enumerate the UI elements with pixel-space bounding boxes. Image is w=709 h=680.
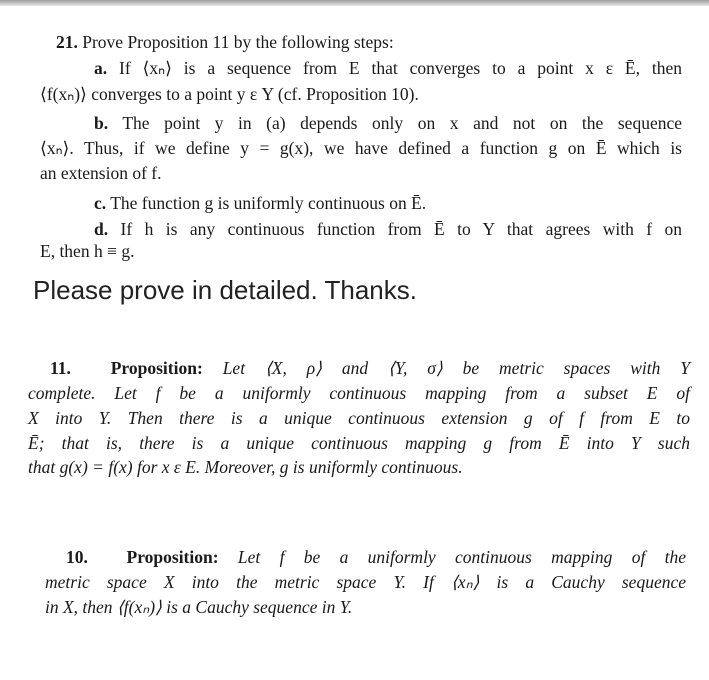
part-b-line-3: an extension of f. [40,163,162,183]
part-b-line-2: ⟨xₙ⟩. Thus, if we define y = g(x), we have defined a function g on Ē which is [40,138,682,158]
prop11-line-1 [50,357,690,379]
part-d-line-2: E, then h ≡ g. [40,241,135,261]
exercise-number: 21. [56,32,78,52]
prop11-number: 11. [50,358,71,378]
prop11-line-5: that g(x) = f(x) for x ε E. Moreover, g is uniformly continuous. [28,457,463,477]
prop11-text: Let ⟨X, ρ⟩ and ⟨Y, σ⟩ be metric spaces with Y [222,358,691,378]
part-b-text: The point y in (a) depends only on x and not on the sequence [122,113,682,133]
prop11-line-4: Ē; that is, there is a unique continuous mapping g from Ē into Y such [28,433,690,453]
part-d-label: d. [94,219,109,239]
part-b-line-1 [94,112,682,134]
prop11-heading: Proposition: [110,358,203,378]
prop10-number: 10. [66,547,88,567]
prop10-heading: Proposition: [126,547,219,567]
exercise-title-text: Prove Proposition 11 by the following steps: [82,32,394,52]
part-b-label: b. [94,113,109,133]
prop11-line-3: X into Y. Then there is a unique continuous extension g of f from E to [28,408,690,428]
part-d-text: If h is any continuous function from Ē to Y that agrees with f on [120,219,683,239]
part-a-text: If ⟨xₙ⟩ is a sequence from E that converges to a point x ε Ē, then [119,58,683,78]
part-d-line-1 [94,218,682,240]
part-c-line-1 [94,192,426,214]
part-a-line-1 [94,57,682,79]
part-a-line-2: ⟨f(xₙ)⟩ converges to a point y ε Y (cf. Proposition 10). [40,84,419,104]
prop10-line-1 [66,546,686,568]
prop10-line-3: in X, then ⟨f(xₙ)⟩ is a Cauchy sequence in Y. [45,597,353,617]
prop10-text: Let f be a uniformly continuous mapping of the [237,547,687,567]
part-c-text: The function g is uniformly continuous on Ē. [110,193,427,213]
part-c-label: c. [94,193,107,213]
top-shadow-bar [0,0,709,6]
part-a-label: a. [94,58,108,78]
request-text: Please prove in detailed. Thanks. [33,275,417,305]
prop11-line-2: complete. Let f be a uniformly continuous mapping from a subset E of [28,383,690,403]
prop10-line-2: metric space X into the metric space Y. If ⟨xₙ⟩ is a Cauchy sequence [45,572,686,592]
exercise-title [56,31,394,53]
